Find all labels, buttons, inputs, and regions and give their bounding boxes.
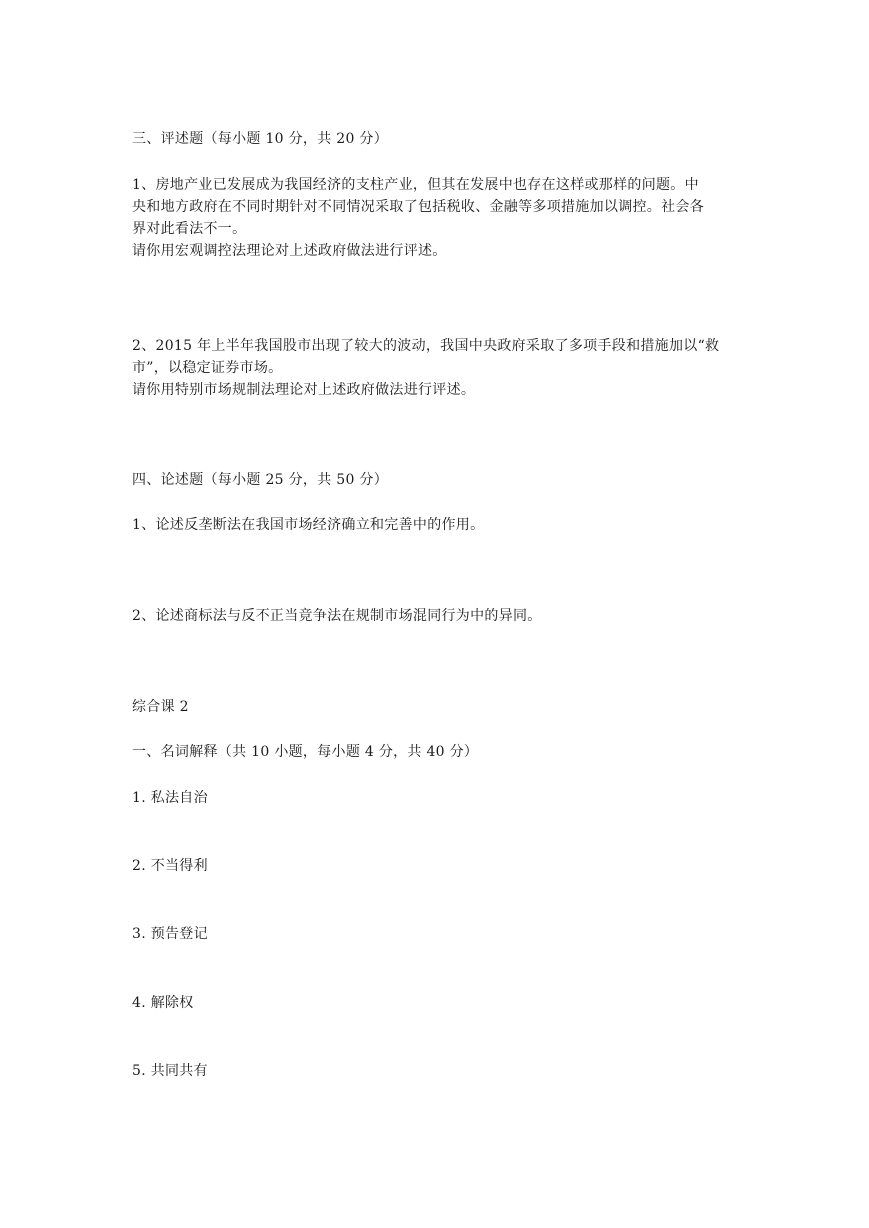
term-item: 3. 预告登记 [132,926,208,942]
question-2-line-3: 请你用特别市场规制法理论对上述政府做法进行评述。 [132,382,476,398]
term-item: 1. 私法自治 [132,790,208,806]
question-1-line-1: 1、房地产业已发展成为我国经济的支柱产业，但其在发展中也存在这样或那样的问题。中 [132,177,699,193]
section-3-question-1 [132,174,742,262]
section-3-question-2 [132,335,742,401]
section-4-question-2: 2、论述商标法与反不正当竞争法在规制市场混同行为中的异同。 [132,608,542,624]
section-3-heading: 三、评述题（每小题 10 分，共 20 分） [132,131,389,147]
course-2-section-1-heading: 一、名词解释（共 10 小题，每小题 4 分，共 40 分） [132,744,479,760]
question-1-line-3: 界对此看法不一。 [132,221,247,237]
question-2-line-1: 2、2015 年上半年我国股市出现了较大的波动，我国中央政府采取了多项手段和措施加以“救 [132,338,720,354]
section-4-question-1: 1、论述反垄断法在我国市场经济确立和完善中的作用。 [132,517,485,533]
term-item: 4. 解除权 [132,995,194,1011]
course-2-title: 综合课 2 [132,699,189,715]
question-1-line-2: 央和地方政府在不同时期针对不同情况采取了包括税收、金融等多项措施加以调控。社会各 [132,199,704,215]
section-4-heading: 四、论述题（每小题 25 分，共 50 分） [132,472,389,488]
term-item: 2. 不当得利 [132,858,208,874]
question-1-line-4: 请你用宏观调控法理论对上述政府做法进行评述。 [132,243,447,259]
question-2-line-2: 市”，以稳定证券市场。 [132,360,283,376]
term-item: 5. 共同共有 [132,1063,208,1079]
